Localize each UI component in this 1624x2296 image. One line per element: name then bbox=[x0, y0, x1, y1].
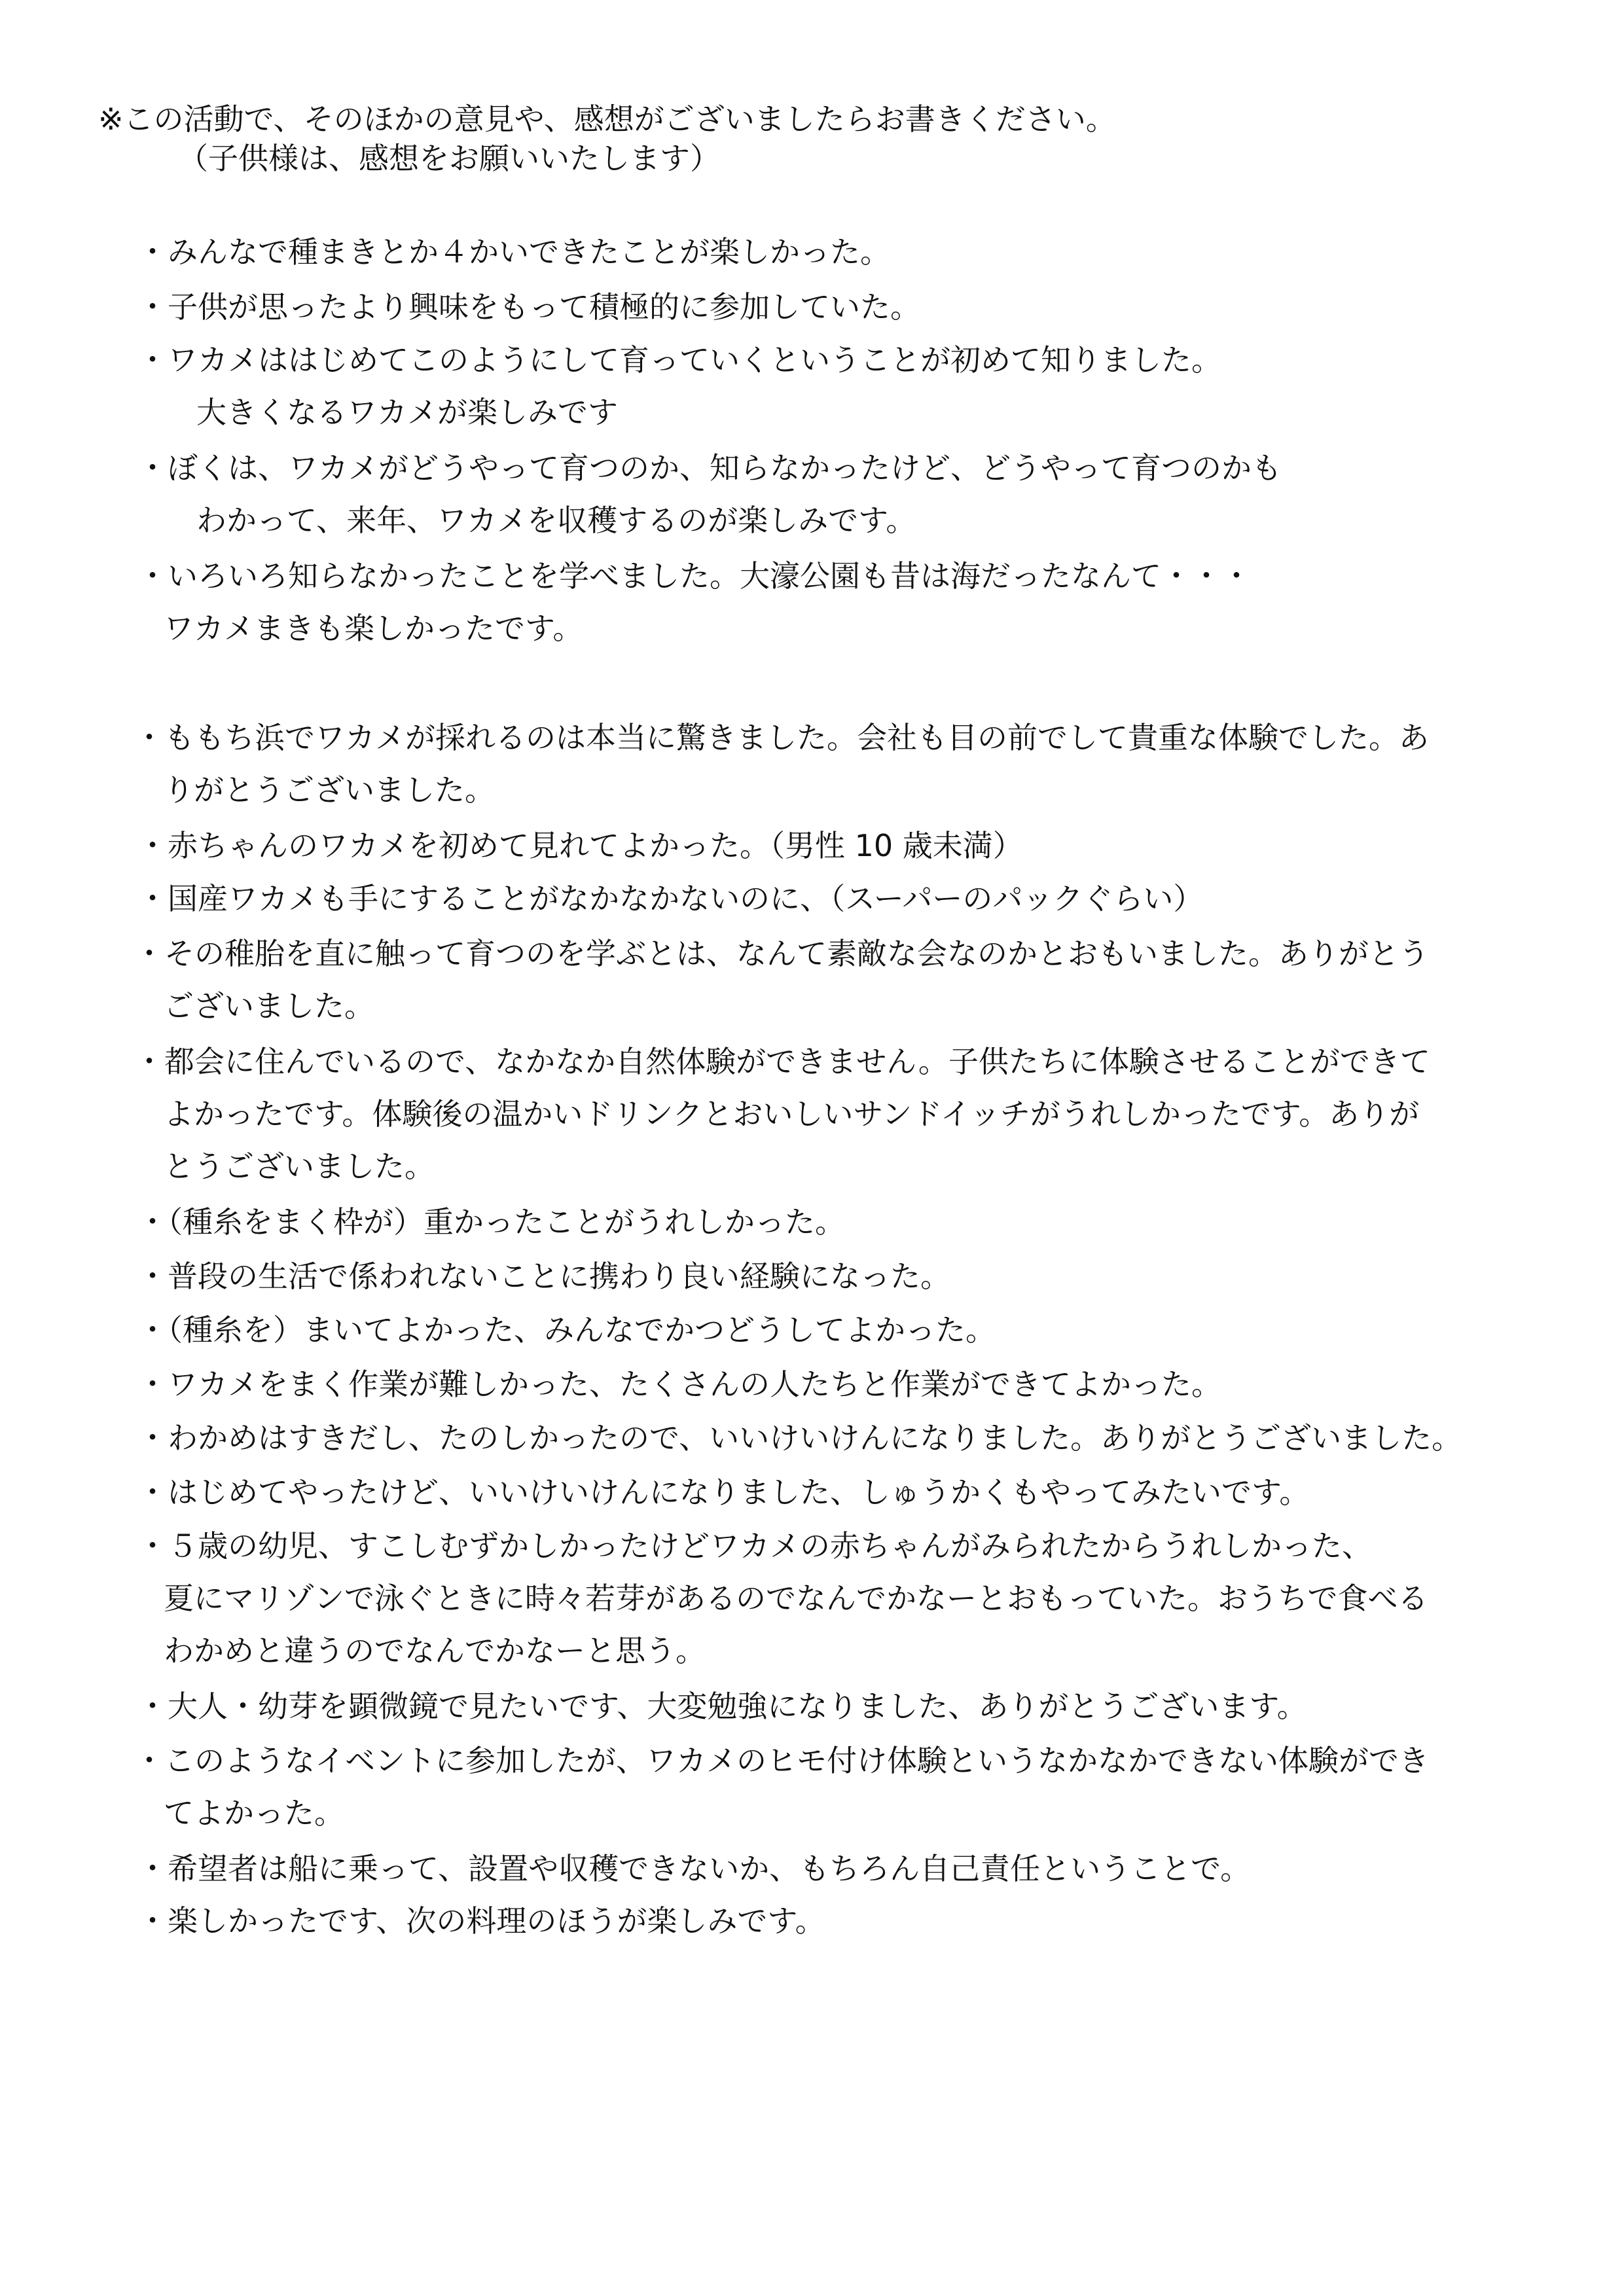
comment-line: ・みんなで種まきとか４かいできたことが楽しかった。 bbox=[137, 234, 890, 270]
comment-line: ・このようなイベントに参加したが、ワカメのヒモ付け体験というなかなかできない体験ができ bbox=[134, 1743, 1429, 1778]
comment-line: ・国産ワカメも手にすることがなかなかないのに、（スーパーのパックぐらい） bbox=[137, 881, 1204, 916]
comment-line: ・その稚胎を直に触って育つのを学ぶとは、なんて素敵な会なのかとおもいました。ありがとう bbox=[134, 936, 1429, 971]
comment-line: ワカメまきも楽しかったです。 bbox=[164, 611, 583, 646]
comment-line: とうございました。 bbox=[164, 1149, 435, 1184]
comment-line: ・赤ちゃんのワカメを初めて見れてよかった。（男性 10 歳未満） bbox=[137, 828, 1023, 863]
comment-line: ・都会に住んでいるので、なかなか自然体験ができません。子供たちに体験させることができて bbox=[134, 1044, 1430, 1079]
comment-line: ・ワカメははじめてこのようにして育っていくということが初めて知りました。 bbox=[137, 342, 1221, 378]
comment-line: ・ワカメをまく作業が難しかった、たくさんの人たちと作業ができてよかった。 bbox=[137, 1367, 1221, 1402]
comment-line: 大きくなるワカメが楽しみです bbox=[196, 395, 618, 430]
header-note: ※この活動で、そのほかの意見や、感想がございましたらお書きください。 bbox=[98, 101, 1116, 137]
comment-line: ・希望者は船に乗って、設置や収穫できないか、もちろん自己責任ということで。 bbox=[137, 1851, 1251, 1886]
comment-line: ・（種糸をまく枠が）重かったことがうれしかった。 bbox=[137, 1204, 845, 1240]
comment-line: りがとうございました。 bbox=[164, 772, 495, 808]
header-sub: （子供様は、感想をお願いいたします） bbox=[178, 141, 720, 176]
comment-line: ・子供が思ったより興味をもって積極的に参加していた。 bbox=[137, 289, 920, 325]
comment-line: 夏にマリゾンで泳ぐときに時々若芽があるのでなんでかなーとおもっていた。おうちで食べる bbox=[164, 1581, 1428, 1616]
comment-line: ・普段の生活で係われないことに携わり良い経験になった。 bbox=[137, 1259, 950, 1294]
comment-line: ございました。 bbox=[164, 988, 374, 1024]
comment-line: ・わかめはすきだし、たのしかったので、いいけいけんになりました。ありがとうございました。 bbox=[137, 1420, 1462, 1456]
comment-line: ・いろいろ知らなかったことを学べました。大濠公園も昔は海だったなんて・・・ bbox=[137, 558, 1252, 594]
comment-line: ・（種糸を）まいてよかった、みんなでかつどうしてよかった。 bbox=[137, 1312, 996, 1348]
comment-line: ・ももち浜でワカメが採れるのは本当に驚きました。会社も目の前でして貴重な体験でした。あ bbox=[134, 720, 1429, 755]
comment-line: てよかった。 bbox=[164, 1795, 344, 1831]
comment-line: ・はじめてやったけど、いいけいけんになりました、しゅうかくもやってみたいです。 bbox=[137, 1475, 1310, 1510]
comment-line: ・ぼくは、ワカメがどうやって育つのか、知らなかったけど、どうやって育つのかも bbox=[137, 450, 1282, 486]
comment-line: よかったです。体験後の温かいドリンクとおいしいサンドイッチがうれしかったです。ありが bbox=[164, 1096, 1420, 1132]
comment-line: わかって、来年、ワカメを収穫するのが楽しみです。 bbox=[196, 503, 916, 538]
comment-line: わかめと違うのでなんでかなーと思う。 bbox=[164, 1633, 706, 1668]
comment-line: ・楽しかったです、次の料理のほうが楽しみです。 bbox=[137, 1903, 825, 1939]
comment-line: ・５歳の幼児、すこしむずかしかったけどワカメの赤ちゃんがみられたからうれしかった、 bbox=[137, 1528, 1372, 1564]
comment-line: ・大人・幼芽を顕微鏡で見たいです、大変勉強になりました、ありがとうございます。 bbox=[137, 1689, 1307, 1724]
